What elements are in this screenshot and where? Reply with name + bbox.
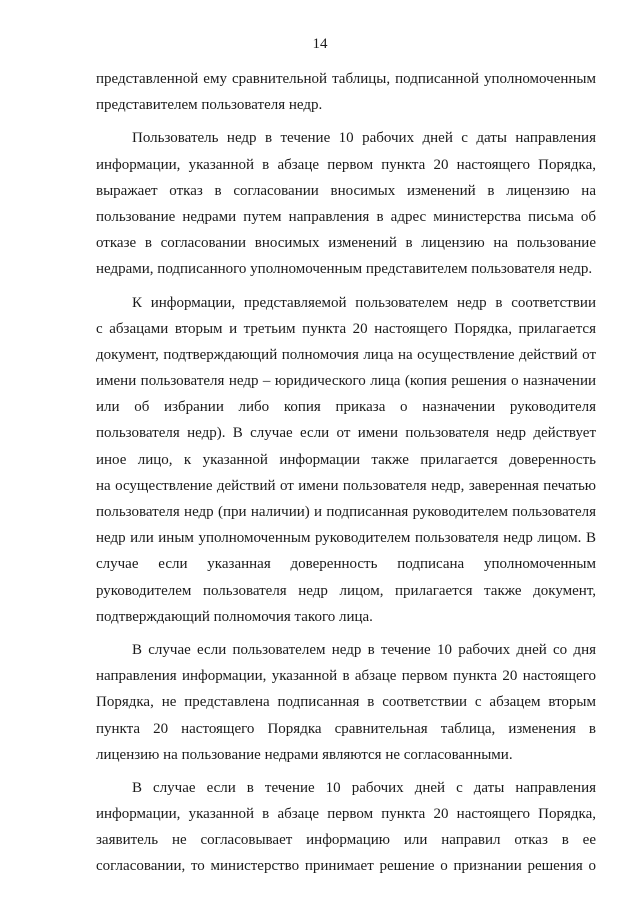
text-line: или об избрании либо копия приказа о назначении руководителя xyxy=(96,399,596,416)
document-body xyxy=(96,66,596,887)
text-line: с абзацами вторым и третьим пункта 20 настоящего Порядка, прилагается xyxy=(96,320,596,337)
text-line: заявитель не согласовывает информацию или направил отказ в ее xyxy=(96,832,596,849)
text-line: недрами, подписанного уполномоченным представителем пользователя недр. xyxy=(96,261,593,278)
text-line: представленной ему сравнительной таблицы, подписанной уполномоченным xyxy=(96,71,596,87)
paragraph-1 xyxy=(96,66,596,118)
text-line: К информации, представляемой пользователем недр в соответствии xyxy=(132,294,596,311)
text-line: имени пользователя недр – юридического лица (копия решения о назначении xyxy=(96,373,596,390)
text-line: иное лицо, к указанной информации также прилагается доверенность xyxy=(96,451,596,468)
text-line: Порядка, не представлена подписанная в соответствии с абзацем вторым xyxy=(96,694,596,711)
text-line: случае если указанная доверенность подписана уполномоченным xyxy=(96,556,596,573)
text-line: подтверждающий полномочия такого лица. xyxy=(96,608,373,625)
text-line: отказе в согласовании вносимых изменений в лицензию на пользование xyxy=(96,235,596,252)
text-line: на осуществление действий от имени пользователя недр, заверенная печатью xyxy=(96,477,596,494)
text-line: пункта 20 настоящего Порядка сравнительная таблица, изменения в xyxy=(96,720,596,737)
text-line: В случае если пользователем недр в течение 10 рабочих дней со дня xyxy=(132,641,596,658)
text-line: информации, указанной в абзаце первом пункта 20 настоящего Порядка, xyxy=(96,156,596,173)
text-line: представителем пользователя недр. xyxy=(96,97,323,114)
paragraph-4 xyxy=(96,637,596,768)
text-line: согласовании, то министерство принимает решение о признании решения о xyxy=(96,858,596,875)
text-line: пользование недрами путем направления в адрес министерства письма об xyxy=(96,208,596,225)
text-line: выражает отказ в согласовании вносимых изменений в лицензию на xyxy=(96,182,596,199)
text-line: руководителем пользователя недр лицом, прилагается также документ, xyxy=(96,582,596,599)
text-line: В случае если в течение 10 рабочих дней с даты направления xyxy=(132,779,596,796)
page-number: 14 xyxy=(312,36,328,52)
text-line: пользователя недр). В случае если от имени пользователя недр действует xyxy=(96,425,596,442)
text-line: пользователя недр (при наличии) и подписанная руководителем пользователя xyxy=(96,504,596,520)
paragraph-2 xyxy=(96,125,596,282)
text-line: информации, указанной в абзаце первом пункта 20 настоящего Порядка, xyxy=(96,806,596,823)
text-line: недр или иным уполномоченным руководителем пользователя недр лицом. В xyxy=(96,530,596,547)
text-line: направления информации, указанной в абзаце первом пункта 20 настоящего xyxy=(96,668,596,685)
text-line: Пользователь недр в течение 10 рабочих дней с даты направления xyxy=(132,130,596,147)
text-line: документ, подтверждающий полномочия лица на осуществление действий от xyxy=(96,346,596,363)
text-line: лицензию на пользование недрами являются не согласованными. xyxy=(96,746,513,763)
paragraph-3 xyxy=(96,290,596,630)
paragraph-5 xyxy=(96,775,596,880)
